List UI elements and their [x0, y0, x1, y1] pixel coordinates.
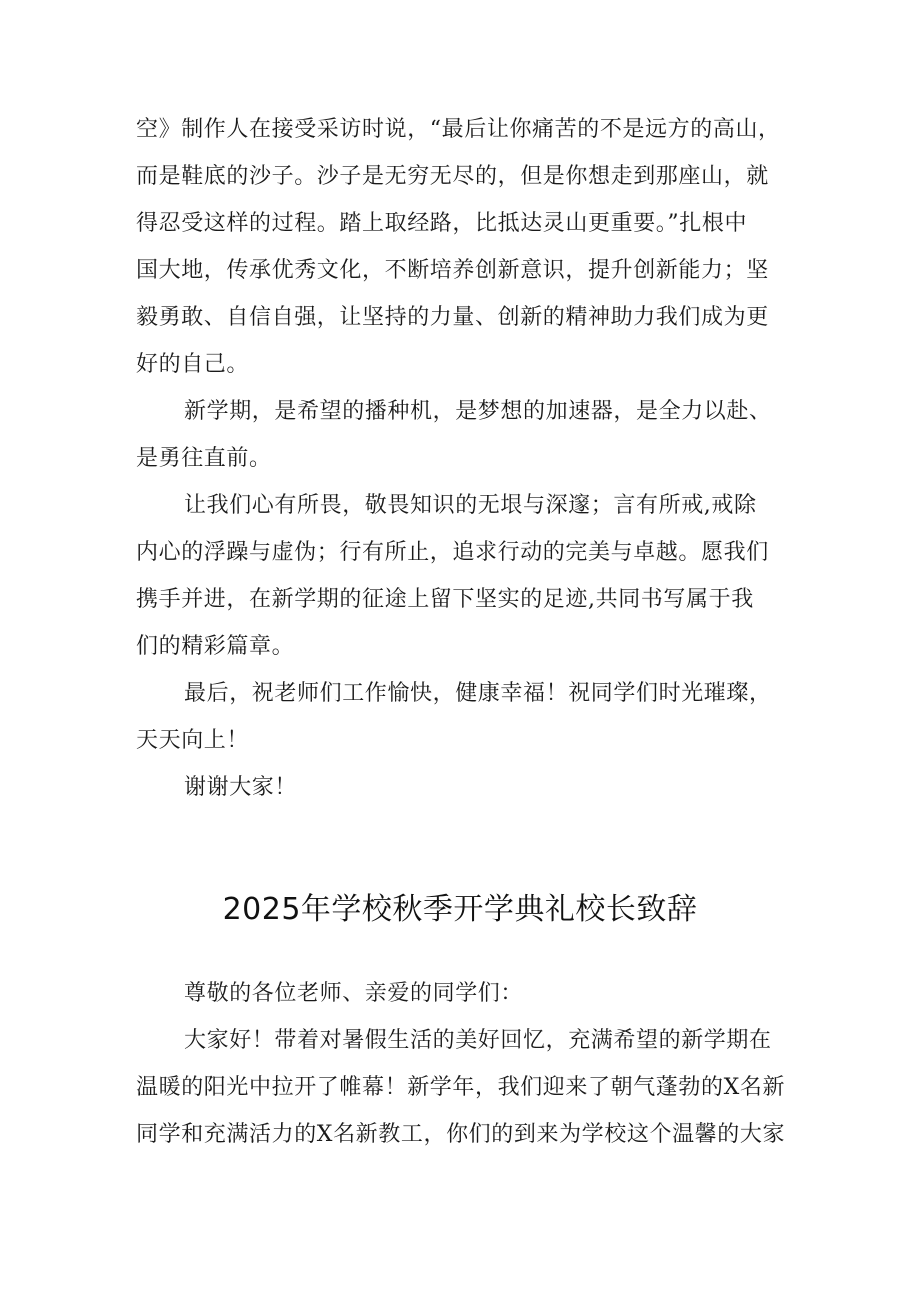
paragraph-line: 新学期，是希望的播种机，是梦想的加速器，是全力以赴、 [184, 399, 772, 424]
paragraph-line: 毅勇敢、自信自强，让坚持的力量、创新的精神助力我们成为更 [136, 305, 769, 330]
paragraph-line: 让我们心有所畏，敬畏知识的无垠与深邃；言有所戒,戒除 [184, 493, 757, 518]
new-section-text [136, 970, 806, 1158]
paragraph-line: 们的精彩篇章。 [136, 634, 295, 659]
previous-section-text [136, 106, 806, 811]
paragraph-line: 得忍受这样的过程。踏上取经路，比抵达灵山更重要。”扎根中 [136, 211, 748, 236]
paragraph-line: 大家好！带着对暑假生活的美好回忆，充满希望的新学期在 [184, 1028, 772, 1053]
paragraph-line: 同学和充满活力的X名新教工，你们的到来为学校这个温馨的大家 [136, 1122, 786, 1147]
paragraph-line: 好的自己。 [136, 352, 250, 377]
paragraph-line: 尊敬的各位老师、亲爱的同学们： [184, 981, 524, 1006]
paragraph-line: 国大地，传承优秀文化，不断培养创新意识，提升创新能力；坚 [136, 258, 769, 283]
paragraph-line: 谢谢大家！ [184, 775, 298, 800]
paragraph-line: 而是鞋底的沙子。沙子是无穷无尽的，但是你想走到那座山，就 [136, 164, 769, 189]
paragraph-line: 内心的浮躁与虚伪；行有所止，追求行动的完美与卓越。愿我们 [136, 540, 769, 565]
paragraph-line: 携手并进，在新学期的征途上留下坚实的足迹,共同书写属于我 [136, 587, 754, 612]
paragraph-line: 最后，祝老师们工作愉快，健康幸福！祝同学们时光璀璨， [184, 681, 772, 706]
page-title: 2025年学校秋季开学典礼校长致辞 [222, 892, 698, 927]
paragraph-line: 空》制作人在接受采访时说，“最后让你痛苦的不是远方的高山， [136, 117, 781, 142]
paragraph-line: 温暖的阳光中拉开了帷幕！新学年，我们迎来了朝气蓬勃的X名新 [136, 1075, 786, 1100]
paragraph-line: 是勇往直前。 [136, 446, 272, 471]
paragraph-line: 天天向上！ [136, 728, 250, 753]
